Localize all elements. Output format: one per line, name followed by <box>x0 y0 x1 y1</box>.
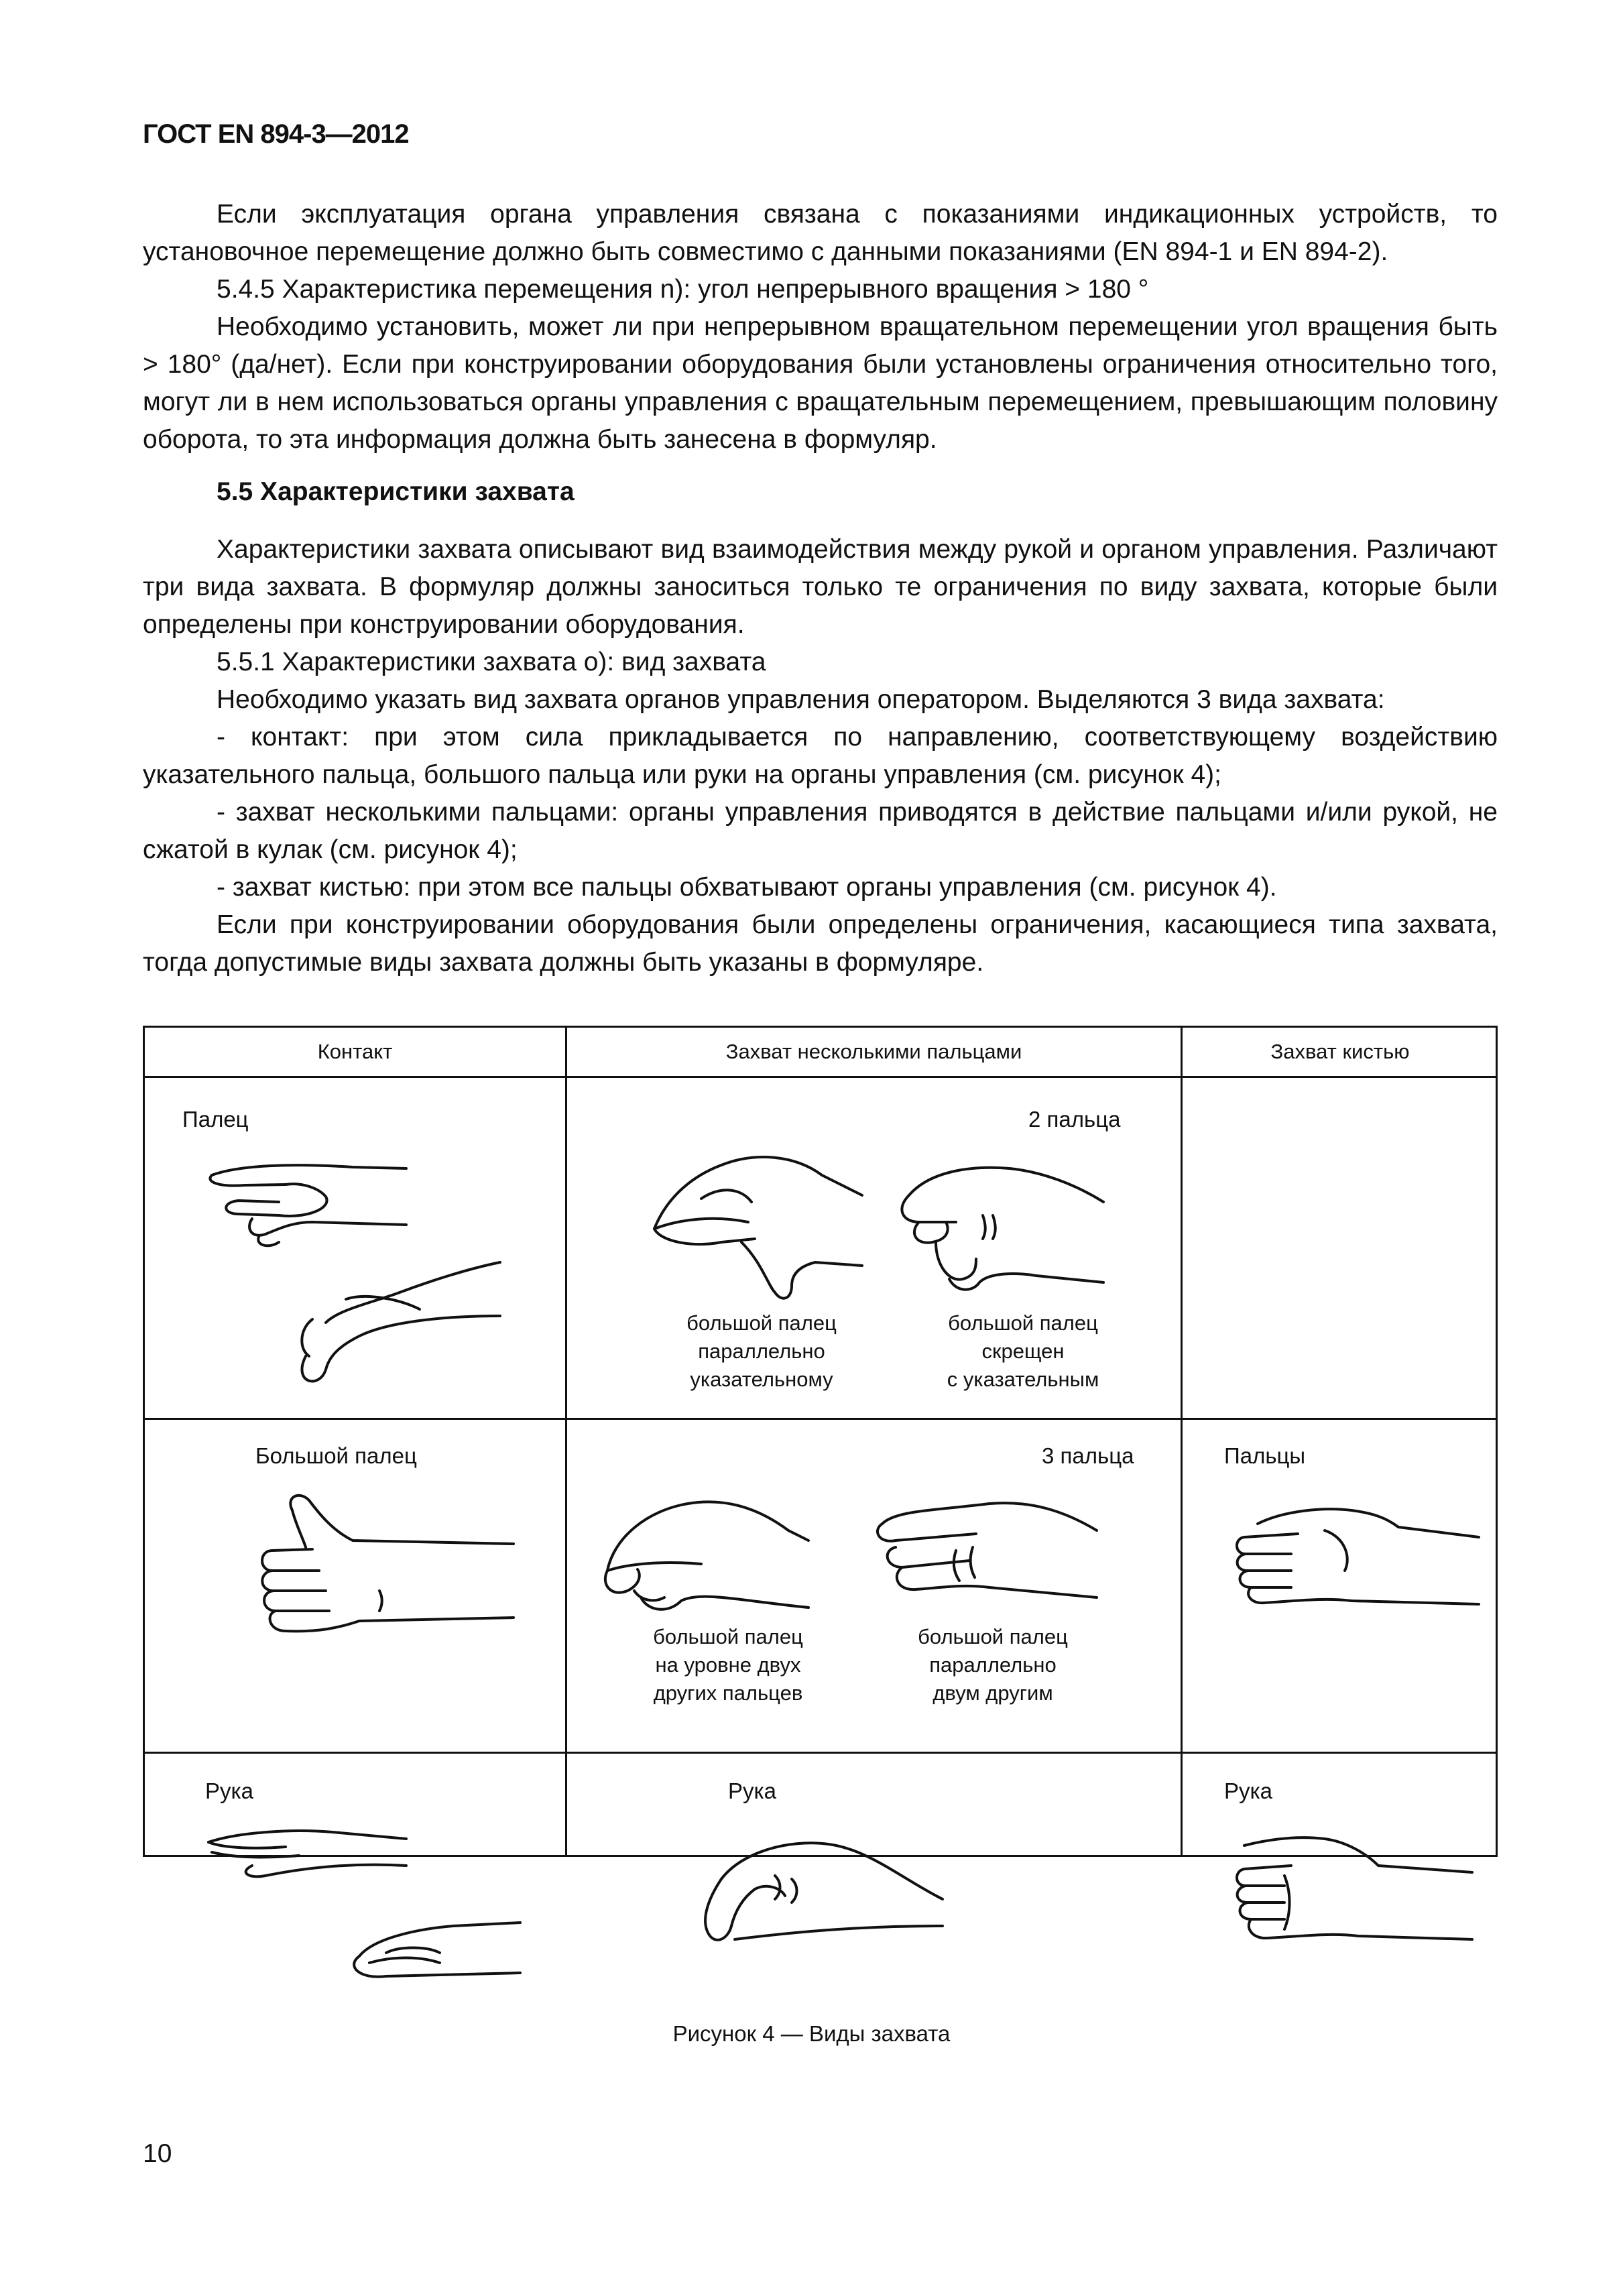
paragraph: - контакт: при этом сила прикладывается по направлению, соответствующему воздействию указательного пальца, большого пальца или руки на органы управления (см. рисунок 4); <box>143 723 1498 789</box>
grip-types-figure <box>143 1026 1498 1857</box>
hand-outline <box>914 1222 948 1243</box>
paragraph: Характеристики захвата описывают вид взаимодействия между рукой и органом управления. Различают три вида захвата. В формуляр должны заноситься только те ограничения по виду захвата, которые были определены при конструировании оборудования. <box>143 535 1498 639</box>
hand-outline <box>302 1316 500 1381</box>
three-finger-parallel-illustration <box>855 1484 1110 1638</box>
document-header: ГОСТ EN 894-3—2012 <box>143 119 409 149</box>
caption-thumb-parallel-two <box>899 1623 1087 1707</box>
hand-grip-illustration <box>1217 1812 1486 1973</box>
column-header-multi-finger: Захват несколькими пальцами <box>725 1040 1022 1063</box>
hand-outline <box>264 1591 329 1611</box>
hand-outline <box>290 1496 514 1544</box>
hand-outline <box>226 1184 326 1216</box>
hand-outline <box>792 1879 797 1902</box>
paragraph: Если эксплуатация органа управления связана с показаниями индикационных устройств, то установочное перемещение должно быть совместимо с данными показаниями (EN 894-1 и EN 894-2). <box>143 200 1498 266</box>
hand-contact-illustration <box>198 1812 534 1993</box>
table-divider <box>145 1752 1496 1754</box>
table-divider <box>145 1418 1496 1420</box>
hand-outline <box>949 1274 1103 1290</box>
hand-outline <box>1237 1537 1291 1554</box>
hand-outline <box>735 1926 943 1939</box>
hand-outline <box>731 1889 755 1926</box>
hand-outline <box>1249 1919 1472 1939</box>
label-hand-grip: Рука <box>1224 1778 1273 1803</box>
hand-outline <box>641 1597 808 1610</box>
paragraph: - захват кистью: при этом все пальцы обхватывают органы управления (см. рисунок 4). <box>217 873 1277 902</box>
caption-line: других пальцев <box>653 1681 803 1705</box>
caption-line: параллельно <box>929 1653 1057 1677</box>
caption-line: на уровне двух <box>655 1653 801 1677</box>
hand-outline <box>1325 1530 1347 1571</box>
hand-outline <box>1240 1571 1291 1587</box>
hand-outline <box>249 1219 406 1235</box>
caption-line: двум другим <box>933 1681 1053 1705</box>
hand-outline <box>971 1547 975 1577</box>
hand-outline <box>302 1319 312 1356</box>
column-header-hand-grip: Захват кистью <box>1270 1040 1410 1063</box>
hand-outline <box>212 1165 406 1175</box>
caption-thumb-level <box>631 1623 825 1707</box>
hand-outline <box>1238 1886 1284 1902</box>
table-divider <box>145 1076 1496 1078</box>
hand-outline <box>654 1157 862 1229</box>
hand-outline <box>634 1591 664 1600</box>
finger-grip-illustration <box>1217 1490 1486 1624</box>
paragraph: Необходимо указать вид захвата органов управления оператором. Выделяются 3 вида захвата: <box>217 685 1385 714</box>
finger-contact-illustration <box>185 1155 534 1403</box>
hand-outline <box>954 1551 959 1581</box>
hand-outline <box>386 1948 440 1953</box>
paragraph: - захват несколькими пальцами: органы управления приводятся в действие пальцами и/или рукой, не сжатой в кулак (см. рисунок 4); <box>143 798 1498 864</box>
hand-multi-illustration <box>668 1825 949 1973</box>
hand-outline <box>936 1242 976 1280</box>
caption-line: большой палец <box>918 1625 1068 1648</box>
label-finger: Палец <box>182 1107 249 1132</box>
hand-outline <box>272 1549 312 1551</box>
page-number: 10 <box>143 2139 172 2168</box>
label-three-fingers: 3 пальца <box>1042 1443 1134 1468</box>
caption-line: указательному <box>690 1368 833 1391</box>
hand-outline <box>212 1852 299 1857</box>
hand-outline <box>654 1229 755 1244</box>
caption-line: большой палец <box>948 1311 1098 1335</box>
three-finger-level-illustration <box>587 1490 808 1644</box>
hand-outline <box>654 1219 748 1229</box>
paragraph: Необходимо установить, может ли при непрерывном вращательном перемещении угол вращения быть > 180° (да/нет). Если при конструировании оборудования были установлены ограничения относительно того, могут ли в нем использоваться органы управления с вращательным перемещением, превышающим половину оборота, то эта информация должна быть занесена в формуляр. <box>143 312 1498 454</box>
caption-thumb-parallel <box>671 1309 852 1394</box>
hand-outline <box>983 1215 985 1239</box>
caption-thumb-crossed <box>922 1309 1124 1394</box>
hand-outline <box>379 1591 382 1611</box>
hand-outline <box>897 1567 1097 1597</box>
hand-outline <box>741 1242 862 1298</box>
label-hand-multi: Рука <box>728 1778 777 1803</box>
hand-outline <box>1238 1554 1291 1571</box>
two-finger-parallel-illustration <box>641 1148 869 1303</box>
table-divider <box>1181 1028 1183 1855</box>
hand-outline <box>208 1831 406 1842</box>
paragraph: 5.5.1 Характеристики захвата о): вид захвата <box>217 648 766 676</box>
caption-line: большой палец <box>653 1625 803 1648</box>
hand-outline <box>246 1865 406 1877</box>
caption-line: большой палец <box>686 1311 837 1335</box>
hand-outline <box>1244 1866 1291 1869</box>
label-fingers: Пальцы <box>1224 1443 1306 1468</box>
caption-line: скрещен <box>981 1339 1065 1363</box>
hand-outline <box>359 1923 520 1956</box>
hand-outline <box>878 1524 976 1541</box>
hand-outline <box>270 1611 514 1631</box>
hand-outline <box>1240 1902 1284 1919</box>
table-divider <box>565 1028 567 1855</box>
hand-outline <box>208 1842 286 1848</box>
hand-outline <box>1237 1869 1284 1886</box>
column-header-contact: Контакт <box>317 1040 393 1063</box>
thumb-contact-illustration <box>245 1484 534 1658</box>
hand-outline <box>210 1175 286 1186</box>
label-two-fingers: 2 пальца <box>1028 1107 1121 1132</box>
hand-outline <box>993 1215 996 1239</box>
hand-outline <box>369 1958 440 1963</box>
hand-outline <box>705 1879 731 1940</box>
hand-outline <box>902 1195 956 1222</box>
hand-outline <box>326 1262 500 1323</box>
hand-outline <box>909 1168 1103 1202</box>
section-heading: 5.5 Характеристики захвата <box>217 477 575 506</box>
hand-outline <box>701 1190 752 1202</box>
hand-outline <box>262 1571 326 1591</box>
figure-caption: Рисунок 4 — Виды захвата <box>672 2021 951 2046</box>
hand-outline <box>262 1551 319 1571</box>
hand-outline <box>258 1237 279 1246</box>
hand-outline <box>607 1563 701 1571</box>
hand-outline <box>607 1502 808 1571</box>
label-hand-contact: Рука <box>205 1778 254 1803</box>
two-finger-crossed-illustration <box>882 1148 1110 1303</box>
label-thumb: Большой палец <box>255 1443 417 1468</box>
paragraph: Если при конструировании оборудования были определены ограничения, касающиеся типа захвата, тогда допустимые виды захвата должны быть указаны в формуляре. <box>143 910 1498 977</box>
caption-line: параллельно <box>698 1339 825 1363</box>
hand-outline <box>292 1510 306 1547</box>
hand-outline <box>1244 1534 1298 1537</box>
document-body <box>143 196 1498 981</box>
hand-outline <box>882 1503 1097 1530</box>
paragraph: 5.4.5 Характеристика перемещения n): угол непрерывного вращения > 180 ° <box>217 275 1149 304</box>
hand-outline <box>605 1569 640 1593</box>
caption-line: с указательным <box>947 1368 1099 1391</box>
hand-outline <box>1248 1587 1479 1604</box>
